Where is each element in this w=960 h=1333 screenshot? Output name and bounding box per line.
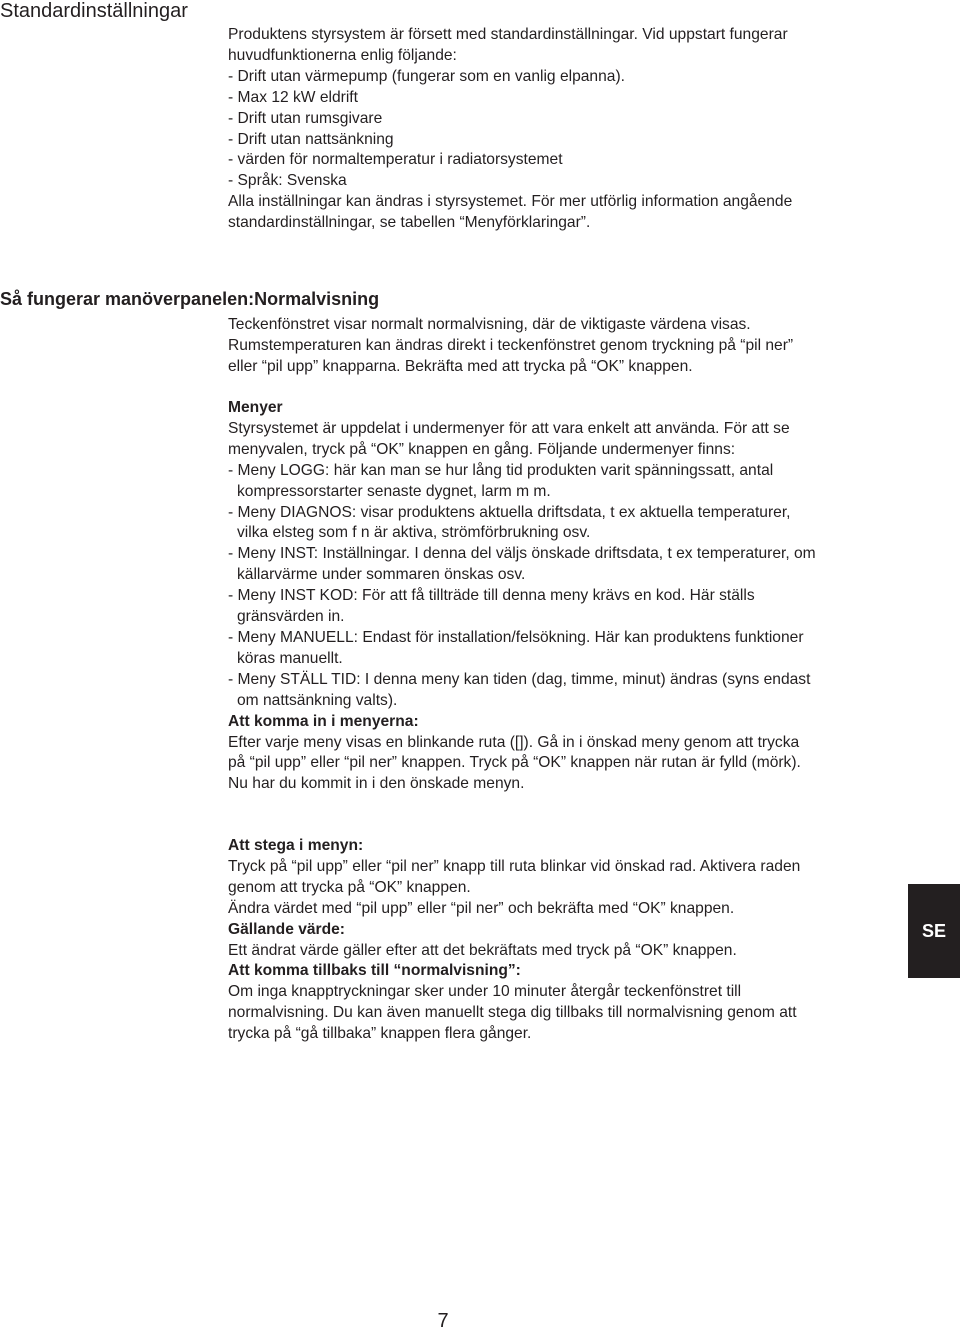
text-line: normalvisning. Du kan även manuellt stega dig tillbaks till normalvisning genom att	[228, 1004, 797, 1022]
text-line: Rumstemperaturen kan ändras direkt i teckenfönstret genom tryckning på “pil ner”	[228, 336, 794, 354]
menu-item-manuell: - Meny MANUELL: Endast för installation/felsökning. Här kan produktens funktioner	[228, 628, 804, 646]
text-line: Alla inställningar kan ändras i styrsystemet. För mer utförlig information angående	[228, 193, 793, 211]
menu-item-diagnos: - Meny DIAGNOS: visar produktens aktuella driftsdata, t ex aktuella temperaturer,	[228, 503, 791, 521]
page-number: 7	[437, 1310, 449, 1332]
menu-item-inst-cont: källarvärme under sommaren önskas osv.	[237, 566, 526, 584]
menu-item-inst-kod: - Meny INST KOD: För att få tillträde till denna meny krävs en kod. Här ställs	[228, 587, 755, 605]
text-line: - Drift utan värmepump (fungerar som en vanlig elpanna).	[228, 67, 625, 85]
text-line: huvudfunktionerna enlig följande:	[228, 46, 457, 64]
text-line: - Drift utan nattsänkning	[228, 130, 394, 148]
text-line: Tryck på “pil upp” eller “pil ner” knapp till ruta blinkar vid önskad rad. Aktivera raden	[228, 857, 801, 875]
text-line: trycka på “gå tillbaka” knappen flera gånger.	[228, 1025, 532, 1043]
menu-item-stall-tid-cont: om nattsänkning valts).	[237, 691, 398, 709]
menu-item-inst-kod-cont: gränsvärden in.	[237, 608, 345, 626]
back-to-normal-heading: Att komma tillbaks till “normalvisning”:	[228, 962, 521, 980]
stepping-section	[228, 836, 918, 1045]
valid-value-heading: Gällande värde:	[228, 920, 345, 938]
text-line: - värden för normaltemperatur i radiatorsystemet	[228, 151, 563, 169]
section-heading-standardinstallningar: Standardinställningar	[0, 0, 188, 22]
menu-item-manuell-cont: köras manuellt.	[237, 649, 343, 667]
text-line: - Drift utan rumsgivare	[228, 109, 383, 127]
stepping-heading: Att stega i menyn:	[228, 837, 364, 854]
language-tab-label: SE	[921, 920, 946, 941]
menus-section	[228, 398, 918, 795]
text-line: Ett ändrat värde gäller efter att det bekräftats med tryck på “OK” knappen.	[228, 941, 737, 959]
text-line: eller “pil upp” knapparna. Bekräfta med att trycka på “OK” knappen.	[228, 357, 693, 375]
menu-item-stall-tid: - Meny STÄLL TID: I denna meny kan tiden (dag, timme, minut) ändras (syns endast	[228, 670, 811, 688]
text-line: Nu har du kommit in i den önskade menyn.	[228, 775, 525, 793]
normal-view-text	[228, 315, 918, 378]
enter-menus-heading: Att komma in i menyerna:	[228, 712, 419, 730]
text-line: Produktens styrsystem är försett med standardinställningar. Vid uppstart fungerar	[228, 26, 788, 43]
text-line: Efter varje meny visas en blinkande ruta ([]). Gå in i önskad meny genom att trycka	[228, 733, 800, 751]
text-line: - Språk: Svenska	[228, 172, 347, 190]
text-line: Styrsystemet är uppdelat i undermenyer för att vara enkelt att använda. För att se	[228, 419, 790, 437]
text-line: på “pil upp” eller “pil ner” knappen. Tryck på “OK” knappen när rutan är fylld (mörk).	[228, 754, 801, 772]
text-line: menyvalen, tryck på “OK” knappen en gång. Följande undermenyer finns:	[228, 440, 736, 458]
menu-item-logg: - Meny LOGG: här kan man se hur lång tid produkten varit spänningssatt, antal	[228, 461, 774, 479]
section-heading-manoverpanel: Så fungerar manöverpanelen:Normalvisning	[0, 289, 380, 309]
menu-item-logg-cont: kompressorstarter senaste dygnet, larm m m.	[237, 482, 551, 500]
text-line: - Max 12 kW eldrift	[228, 88, 358, 106]
text-line: genom att trycka på “OK” knappen.	[228, 878, 471, 896]
text-line: Om inga knapptryckningar sker under 10 minuter återgår teckenfönstret till	[228, 983, 742, 1001]
menu-item-inst: - Meny INST: Inställningar. I denna del väljs önskade driftsdata, t ex temperaturer, om	[228, 545, 816, 563]
text-line: Ändra värdet med “pil upp” eller “pil ner” och bekräfta med “OK” knappen.	[228, 899, 735, 917]
menu-item-diagnos-cont: vilka elsteg som f n är aktiva, strömförbrukning osv.	[237, 524, 591, 542]
menus-heading: Menyer	[228, 399, 283, 416]
language-tab	[908, 884, 960, 978]
text-line: standardinställningar, se tabellen “Menyförklaringar”.	[228, 214, 591, 232]
standard-settings-text	[228, 25, 918, 234]
text-line: Teckenfönstret visar normalt normalvisning, där de viktigaste värdena visas.	[228, 316, 751, 333]
